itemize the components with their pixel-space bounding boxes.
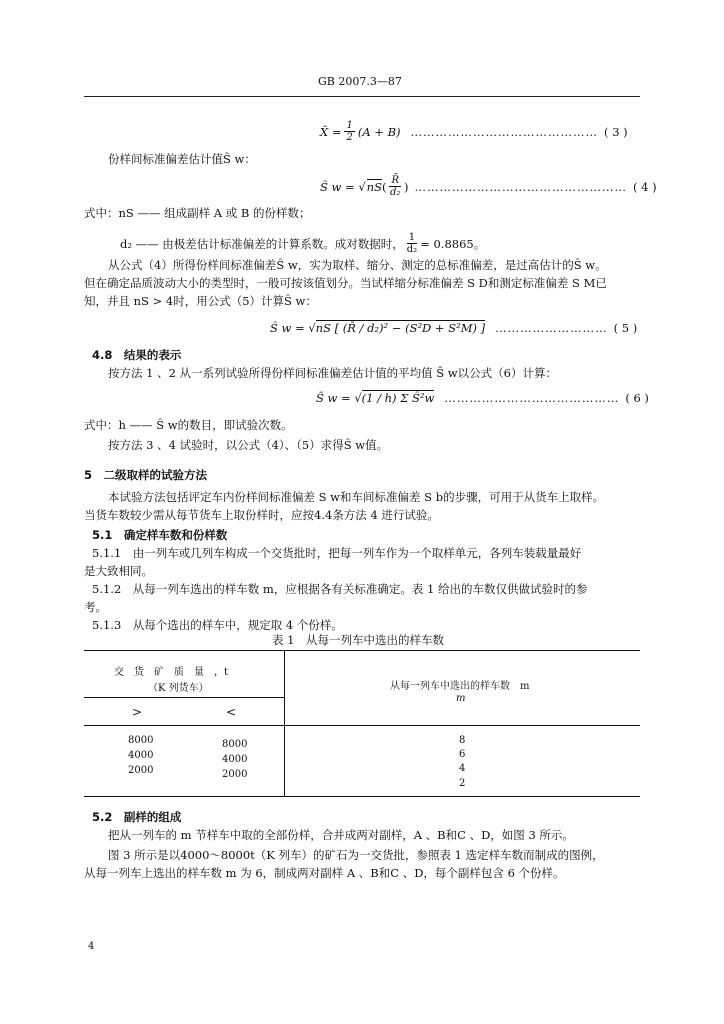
eq4-frac-den: d₂ <box>390 187 401 198</box>
eq3-lhs: X̄ = <box>320 124 342 139</box>
row-4-m: 2 <box>459 778 466 789</box>
header-rule <box>84 96 640 97</box>
d2-frac-num: 1 <box>408 232 416 243</box>
table-1-caption: 表 1 从每一列车中选出的样车数 <box>272 633 444 647</box>
equation-4: Ŝ w = √ nS ( $\frac{R̄}{\text{d₂}}$ ) …………………………………………… ( 4 ) <box>320 175 657 198</box>
para-5-1-1-line1: 5.1.1 由一列车或几列车构成一个交货批时，把每一列车作为一个取样单元，各列车装载量最好 <box>92 546 582 560</box>
eq6-leader-dots: …………………………………… <box>444 390 620 405</box>
para-formula4-line3: 知，并且 nS > 4时，用公式（5）计算Ŝ w： <box>84 294 317 308</box>
eq6-number: ( 6 ) <box>625 390 649 405</box>
para-5-2-b-line2: 从每一列车上选出的样车数 m 为 6，制成两对副样 A 、B和C 、D，每个副样包含 6 个份样。 <box>84 866 565 880</box>
row-1-gt: 8000 <box>128 735 154 746</box>
eq5-inner: nS [ (R̄ / d₂)² − (S²D + S²M) ] <box>315 321 486 335</box>
row-1-m: 8 <box>459 735 466 746</box>
eq6-inner: (1 / h) Σ Ŝ²w <box>361 391 435 405</box>
standard-code: GB 2007.3—87 <box>318 75 402 88</box>
eq5-number: ( 5 ) <box>613 320 638 335</box>
definition-d2-value: = 0.8865。 <box>420 236 486 251</box>
table-divider-header <box>84 725 640 726</box>
para-5-1-1-line2: 是大致相同。 <box>84 564 153 578</box>
section-5-1-heading: 5.1 确定样车数和份样数 <box>92 528 228 542</box>
eq4-fraction <box>389 175 401 198</box>
section-5-2-heading: 5.2 副样的组成 <box>92 810 182 824</box>
eq4-number: ( 4 ) <box>632 179 657 194</box>
table-head-gt: > <box>132 705 143 719</box>
page-number: 4 <box>88 941 95 952</box>
definition-d2 <box>120 232 485 255</box>
para-formula4-line1: 从公式（4）所得份样间标准偏差Ŝ w，实为取样、缩分、测定的总标准偏差，是过高估计的Ŝ w。 <box>108 258 607 272</box>
row-2-gt: 4000 <box>128 750 154 761</box>
definition-d2-text: d₂ —— 由极差估计标准偏差的计算系数。成对数据时， <box>120 236 404 251</box>
row-3-m: 4 <box>459 763 466 774</box>
eq5-leader-dots: ……………………… <box>495 320 608 335</box>
row-2-m: 6 <box>459 749 466 760</box>
section-4-8-heading: 4.8 结果的表示 <box>92 348 182 362</box>
eq3-rhs: (A + B) <box>357 124 401 139</box>
para-4-8: 按方法 1 、2 从一系列试验所得份样间标准偏差估计值的平均值 S̄ w以公式（6）计算： <box>108 366 557 380</box>
equation-3 <box>320 120 628 143</box>
para-5-line2: 当货车数较少需从每节货车上取份样时，应按4.4条方法 4 进行试验。 <box>84 508 439 522</box>
eq3-fraction <box>344 120 354 143</box>
eq4-leader-dots: …………………………………………… <box>414 179 627 194</box>
eq4-frac-num: R̄ <box>391 175 399 186</box>
para-5-1-2-line1: 5.1.2 从每一列车选出的样车数 m，应根据各有关标准确定。表 1 给出的车数仅供做试验时的参 <box>92 582 588 596</box>
eq3-number: ( 3 ) <box>604 124 628 139</box>
eq6-lhs: S̄ w = √ <box>316 390 362 405</box>
sw-intro-text: 份样间标准偏差估计值Ŝ w： <box>108 152 256 166</box>
para-method-3-4: 按方法 3 、4 试验时，以公式（4）、（5）求得Ŝ w值。 <box>108 438 389 452</box>
para-formula4-line2: 但在确定品质波动大小的类型时，一般可按该值划分。当试样缩分标准偏差 S D和测定标准偏差 S M已 <box>84 276 607 290</box>
d2-frac-den: d₂ <box>406 244 418 255</box>
para-5-2-a: 把从一列车的 m 节样车中取的全部份样，合并成两对副样，A 、B和C 、D，如图 3 所示。 <box>108 828 574 842</box>
section-5-heading: 5 二级取样的试验方法 <box>84 468 208 482</box>
row-1-lt: 8000 <box>222 739 248 750</box>
eq5-lhs: Ŝ w = √ <box>270 320 316 335</box>
definition-ns: 式中：nS —— 组成副样 A 或 B 的份样数； <box>84 206 311 220</box>
para-5-line1: 本试验方法包括评定车内份样间标准偏差 S w和车间标准偏差 S b的步骤，可用于从货车上取样。 <box>108 490 605 504</box>
eq4-inner: nS <box>366 180 382 194</box>
definition-d2-fraction <box>407 232 417 255</box>
equation-6 <box>316 390 649 405</box>
table-head-lt: < <box>226 705 237 719</box>
row-3-lt: 2000 <box>222 769 248 780</box>
eq3-leader-dots: ……………………………………… <box>410 124 599 139</box>
para-5-1-3: 5.1.3 从每个选出的样车中，规定取 4 个份样。 <box>92 618 343 632</box>
table-head-right-2: m <box>456 693 466 704</box>
para-5-2-b-line1: 图 3 所示是以4000～8000t（K 列车）的矿石为一交货批，参照表 1 选定样车数而制成的图例， <box>108 848 604 862</box>
table-head-right-1: 从每一列车中选出的样车数 m <box>390 681 530 692</box>
table-divider-vertical <box>284 651 285 796</box>
definition-h: 式中：h —— Ŝ w的数目，即试验次数。 <box>84 418 293 432</box>
row-3-gt: 2000 <box>128 765 154 776</box>
table-divider-subheader <box>84 697 284 698</box>
eq3-frac-den: 2 <box>346 132 353 143</box>
equation-5 <box>270 320 637 335</box>
table-head-left-1: 交 货 矿 质 量 ，t <box>114 667 229 678</box>
row-2-lt: 4000 <box>222 754 248 765</box>
eq4-lhs: Ŝ w = √ <box>320 179 366 194</box>
eq3-frac-num: 1 <box>346 120 353 131</box>
table-1 <box>84 650 640 797</box>
para-5-1-2-line2: 考。 <box>84 600 107 614</box>
table-head-left-2: （K 列货车） <box>148 683 209 694</box>
